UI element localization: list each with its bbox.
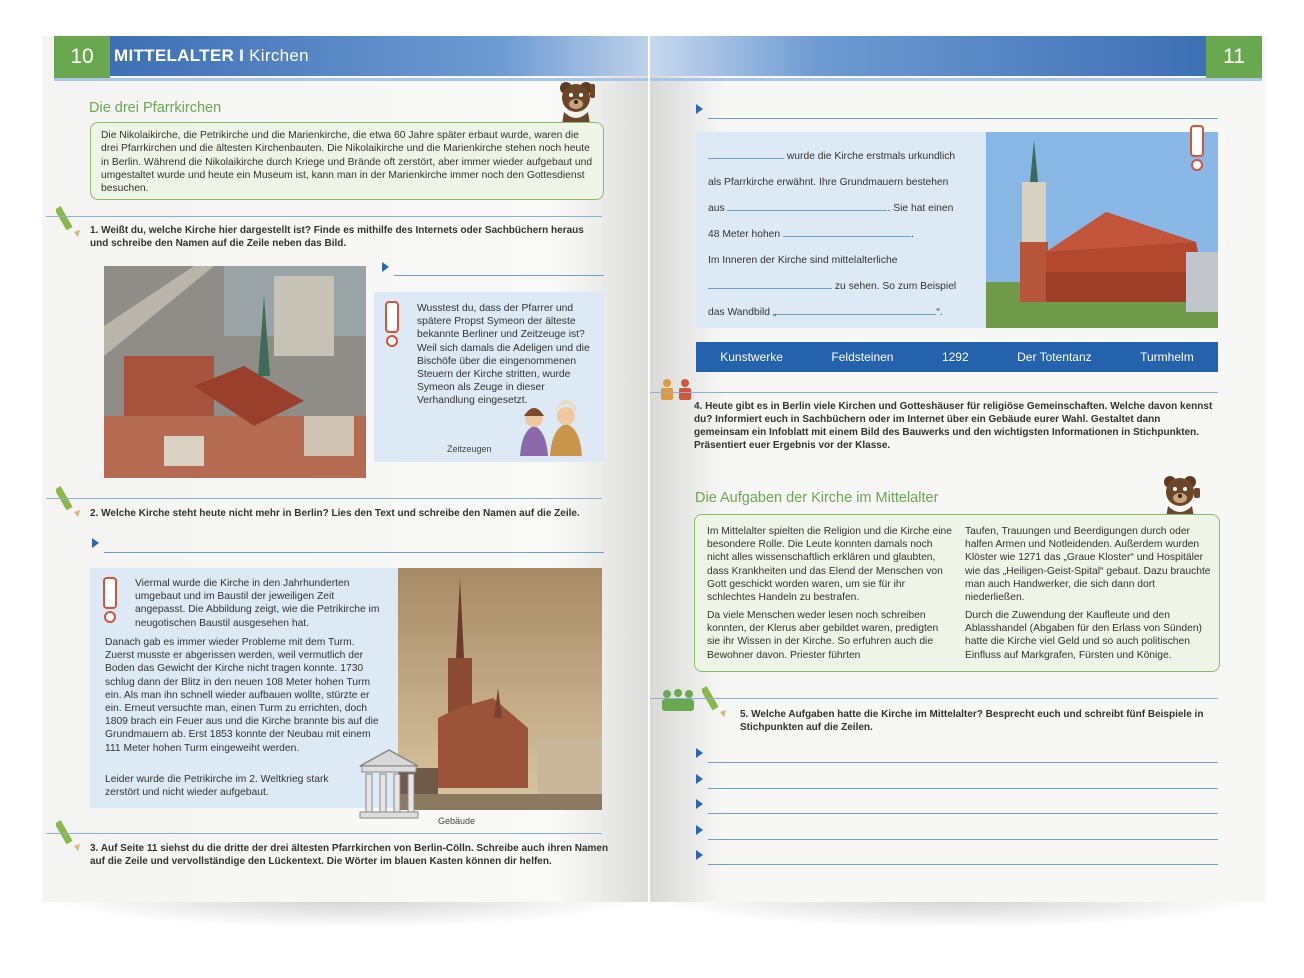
cloze-line-2: als Pfarrkirche erwähnt. Ihre Grundmauern bestehen [708,177,949,188]
info-text-symeon: Wusstest du, dass der Pfarrer und spätere Propst Symeon der älteste bekannte Berliner und Zeitzeuge ist? Weil sich damals die Adeligen und die Bischöfe über die eingenommenen Steuern der Kirche stritten, wurde Symeon als Zeuge in dieser Verhandlung eingesetzt. [417,303,590,407]
arrow-icon [382,262,389,272]
answer-line-5-4[interactable] [708,839,1218,840]
church-tasks-box [694,514,1220,672]
right-page [650,36,1266,902]
info-text-petrikirche-3: Leider wurde die Petrikirche im 2. Weltkrieg stark zerstört und nicht wieder aufgebaut. [105,774,329,799]
group-icon [658,378,696,402]
cloze-blank[interactable] [783,236,911,237]
answer-line-5-5[interactable] [708,864,1218,865]
task-4-text: 4. Heute gibt es in Berlin viele Kirchen und Gotteshäuser für religiöse Gemeinschaften. Welche davon kennst du? Informiert euch in Sachbüchern oder im Internet über ein Gebäude eurer Wahl. Gestaltet dann gemeinsam ein Infoblatt mit einem Bild des Bauwerks und den wichtigsten Informationen in Stichpunkten. Präsentiert euer Ergebnis vor der Klasse. [694,401,1213,451]
cloze-blank[interactable] [727,210,887,211]
word-bank-item: Kunstwerke [720,350,783,364]
task-2-text: 2. Welche Kirche steht heute nicht mehr in Berlin? Lies den Text und schreibe den Namen auf die Zeile. [90,508,580,519]
arrow-icon [696,799,703,809]
caption-zeitzeugen: Zeitzeugen [447,444,492,454]
cloze-line-1: wurde die Kirche erstmals urkundlich [708,150,978,163]
left-page [42,36,648,902]
arrow-icon [696,825,703,835]
arrow-icon [696,748,703,758]
cloze-line-5: Im Inneren der Kirche sind mittelalterliche [708,255,898,266]
church-tasks-col1-p2: Da viele Menschen weder lesen noch schreiben konnten, der Klerus aber gebildet waren, predigten sie ihr Wissen in der Kirche. So erfuhren auch die Bewohner davon. Priester führten [707,610,939,661]
answer-line-5-3[interactable] [708,813,1218,814]
bear-mascot-icon [1158,472,1204,518]
task-divider [650,698,1218,699]
task-divider [46,833,602,834]
arrow-icon [696,774,703,784]
info-text-petrikirche-1: Viermal wurde die Kirche in den Jahrhunderten umgebaut und im Baustil der jeweiligen Zeit angepasst. Die Abbildung zeigt, wie die Petrikirche im neugotischen Baustil ausgesehen hat. [135,578,380,629]
task-1-text: 1. Weißt du, welche Kirche hier dargestellt ist? Finde es mithilfe des Internets oder Sachbüchern heraus und schreibe den Namen auf die Zeile neben das Bild. [90,225,584,249]
info-text-petrikirche-2: Danach gab es immer wieder Probleme mit dem Turm. Zuerst musste er abgerissen werden, weil vermutlich der Boden das Gewicht der Kirche nicht tragen konnte. 1730 schlug dann der Blitz in den neuen 108 Meter hohen Turm ein. Als man ihn schnell wieder aufbauen wollte, stürzte er ein. Erneut versuchte man, einen Turm zu errichten, doch 1809 brach ein Feuer aus und die Kirche brannte bis auf die Grundmauern ab. Erst 1853 konnte der Neubau mit einem 111 Meter hohen Turm eingeweiht werden. [105,637,379,754]
exclamation-icon [383,300,403,348]
page-header-title: MITTELALTER I Kirchen [114,46,309,65]
task-divider [46,498,602,499]
section-title-pfarrkirchen: Die drei Pfarrkirchen [89,100,222,116]
word-bank-item: Turmhelm [1140,350,1194,364]
church-tasks-col2-p2: Durch die Zuwendung der Kaufleute und den Ablasshandel (Abgaben für den Erlass von Sünden) hatte die Kirche viel Geld und so auch politischen Einfluss auf Markgrafen, Fürsten und Könige. [965,610,1202,661]
page-number-left: 10 [54,36,110,78]
cloze-blank[interactable] [776,314,936,315]
cloze-line-7: das Wandbild „ “. [708,307,943,318]
cloze-line-6: zu sehen. So zum Beispiel [708,280,978,293]
word-bank-item: Der Totentanz [1017,350,1092,364]
arrow-icon [92,538,99,548]
arrow-icon [696,104,703,114]
cloze-line-3: aus . Sie hat einen [708,203,954,214]
pencil-icon [702,684,730,718]
answer-line-1[interactable] [394,275,604,276]
page-number-right: 11 [1206,36,1262,78]
task-3-text: 3. Auf Seite 11 siehst du die dritte der drei ältesten Pfarrkirchen von Berlin-Cölln. Schreibe auch ihren Namen auf die Zeile und vervollständige den Lückentext. Die Wörter im blauen Kasten können dir helfen. [90,843,609,867]
pencil-icon [56,484,84,518]
church-tasks-col2-p1: Taufen, Trauungen und Beerdigungen durch oder halfen Armen und Notleidenden. Außerdem wurden Klöster wie 1271 das „Graue Kloster“ und Hospitäler wie das „Heiligen-Geist-Spital“ gebaut. Dazu brauchte man auch Handwerker, die sich dann dort niederließen. [965,526,1211,604]
word-bank-item: 1292 [941,350,969,364]
arrow-icon [696,850,703,860]
pencil-icon [56,818,84,852]
cloze-blank[interactable] [708,288,832,289]
painting-petrikirche [398,568,602,810]
exclamation-icon [1188,124,1208,172]
church-tasks-col1-p1: Im Mittelalter spielten die Religion und die Kirche eine besondere Rolle. Die Leute konnten damals noch nicht alles wissenschaftlich erklären und glaubten, dass Krankheiten und das Elend der Menschen von Gott geschickt worden waren, um sie für ihr schlechtes Handeln zu bestrafen. [707,526,952,604]
photo-nikolai-aerial [104,266,366,478]
exclamation-icon [101,576,121,624]
zeitzeugen-figures [512,394,584,456]
pencil-icon [56,204,84,238]
section-title-aufgaben: Die Aufgaben der Kirche im Mittelalter [695,490,939,506]
word-bank-item: Feldsteinen [831,350,894,364]
cloze-line-4: 48 Meter hohen . [708,229,914,240]
answer-line-5-2[interactable] [708,788,1218,789]
answer-line-church-name[interactable] [708,118,1218,119]
group-icon [660,688,696,714]
word-bank [696,342,1218,372]
cloze-blank[interactable] [708,158,784,159]
task-5-text: 5. Welche Aufgaben hatte die Kirche im Mittelalter? Besprecht euch und schreibt fünf Beispiele in Stichpunkten auf die Zeilen. [740,709,1204,733]
task-divider [650,392,1218,393]
answer-line-5-1[interactable] [708,762,1218,763]
intro-text-box: Die Nikolaikirche, die Petrikirche und die Marienkirche, die etwa 60 Jahre später erbaut wurde, waren die drei Pfarrkirchen und die ältesten Kirchenbauten. Die Nikolaikirche und die Marienkirche stehen noch heute in Berlin. Während die Nikolaikirche durch Kriege und Brände oft zerstört, aber immer wieder aufgebaut und umgestaltet wurde und heute ein Museum ist, kann man in der Marienkirche immer noch den Gottesdienst besuchen. [90,122,604,200]
task-divider [46,216,602,217]
header-underline [650,78,1262,81]
caption-gebaeude: Gebäude [438,816,476,826]
answer-line-2[interactable] [104,552,604,553]
bear-mascot-icon [554,78,600,124]
header-bar-right [650,36,1206,76]
temple-icon [356,748,422,822]
photo-marienkirche [986,132,1218,328]
